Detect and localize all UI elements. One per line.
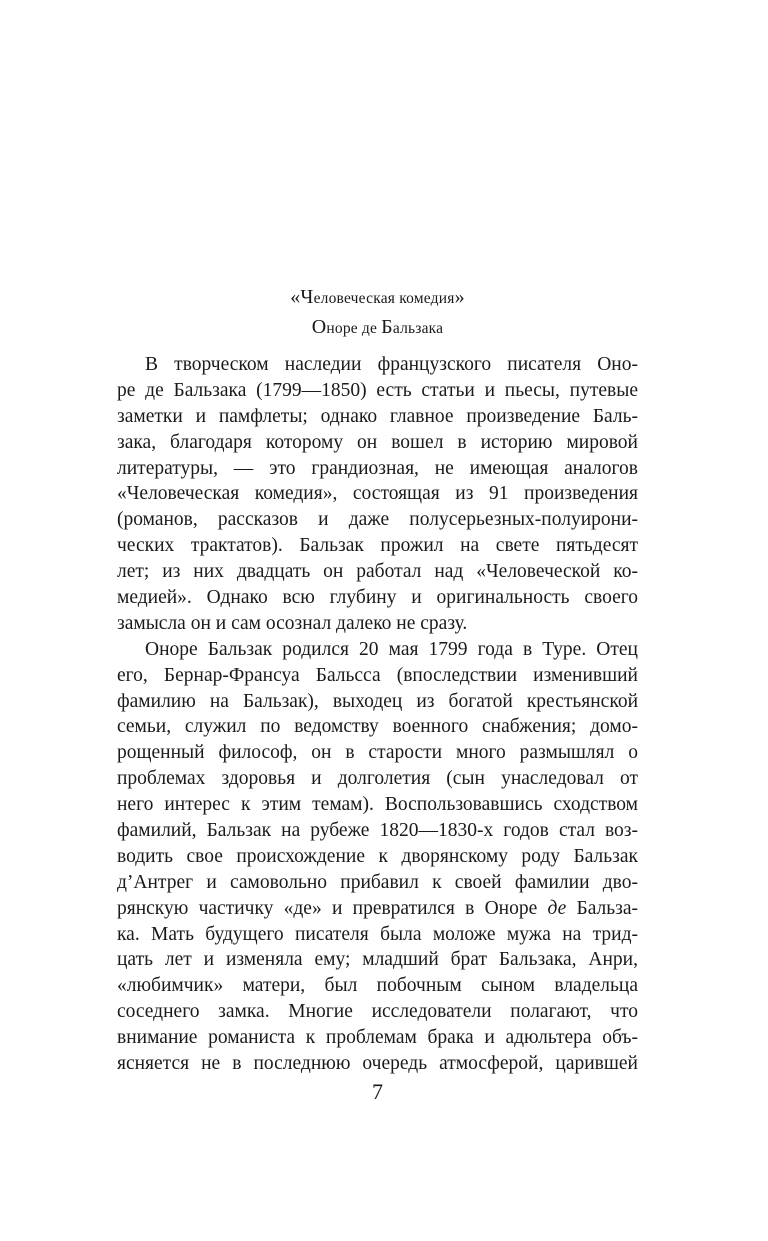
text-line: зака, благодаря которому он вошел в историю мировой <box>117 431 638 453</box>
text-line: В творческом наследии французского писателя Оно- <box>145 354 638 375</box>
text-line: него интерес к этим темам). Воспользовавшись сходством <box>117 794 638 816</box>
book-page <box>117 0 638 1241</box>
text-line: Оноре Бальзак родился 20 мая 1799 года в Туре. Отец <box>145 638 638 660</box>
text-line: «Человеческая комедия», состоящая из 91 произведения <box>117 483 638 505</box>
text-line: литературы, — это грандиозная, не имеющая аналогов <box>117 457 638 479</box>
text-line: семьи, служил по ведомству военного снабжения; домо- <box>117 716 638 738</box>
title-small-caps: еловеческая комедия <box>313 290 455 307</box>
chapter-title-line-2 <box>117 313 638 343</box>
text-line: его, Бернар-Франсуа Бальсса (впоследствии изменивший <box>117 664 638 686</box>
text-line: фамилий, Бальзак на рубеже 1820—1830-х годов стал воз- <box>117 820 638 842</box>
text-line: заметки и памфлеты; однако главное произведение Баль- <box>117 405 638 427</box>
text-line: внимание романиста к проблемам брака и адюльтера объ- <box>117 1027 638 1049</box>
title-close-quote: » <box>454 286 465 308</box>
text-line: ческих трактатов). Бальзак прожил на свете пятьдесят <box>117 535 638 557</box>
chapter-title-line-1 <box>117 283 638 313</box>
text-line: ясняется не в последнюю очередь атмосферой, царившей <box>117 1053 638 1075</box>
title-small-caps: норе де <box>326 320 382 337</box>
text-fragment: Бальза- <box>566 897 639 919</box>
text-line: «любимчик» матери, был побочным сыном владельца <box>117 975 638 997</box>
text-line: лет; из них двадцать он работал над «Человеческой ко- <box>117 561 638 583</box>
title-small-caps: альзака <box>392 320 444 337</box>
text-line: рощенный философ, он в старости много размышлял о <box>117 742 638 764</box>
text-line: цать лет и изменяла ему; младший брат Бальзака, Анри, <box>117 949 638 971</box>
title-open-quote: « <box>290 286 301 308</box>
text-line: проблемах здоровья и долголетия (сын унаследовал от <box>117 768 638 790</box>
text-line: д’Антрег и самовольно прибавил к своей фамилии дво- <box>117 871 638 893</box>
text-line: (романов, рассказов и даже полусерьезных-полуирони- <box>117 509 638 531</box>
chapter-title <box>117 283 638 343</box>
body-text <box>117 352 638 1077</box>
title-capital-letter: Б <box>381 316 393 338</box>
text-line: ка. Мать будущего писателя была моложе мужа на трид- <box>117 923 638 945</box>
text-line: водить свое происхождение к дворянскому роду Бальзак <box>117 845 638 867</box>
text-fragment: рянскую частичку «де» и превратился в Оноре <box>117 897 548 919</box>
text-line: ре де Бальзака (1799—1850) есть статьи и пьесы, путевые <box>117 379 638 401</box>
title-capital-letter: О <box>311 316 327 338</box>
page-number: 7 <box>372 1079 383 1104</box>
text-line <box>117 896 638 922</box>
text-line: медией». Однако всю глубину и оригинальность своего <box>117 587 638 609</box>
text-line: соседнего замка. Многие исследователи полагают, что <box>117 1001 638 1023</box>
text-line: фамилию на Бальзак), выходец из богатой крестьянской <box>117 690 638 712</box>
title-capital-letter: Ч <box>300 286 314 308</box>
italic-particle: де <box>547 897 567 919</box>
text-line: замысла он и сам осознал далеко не сразу. <box>117 612 468 634</box>
